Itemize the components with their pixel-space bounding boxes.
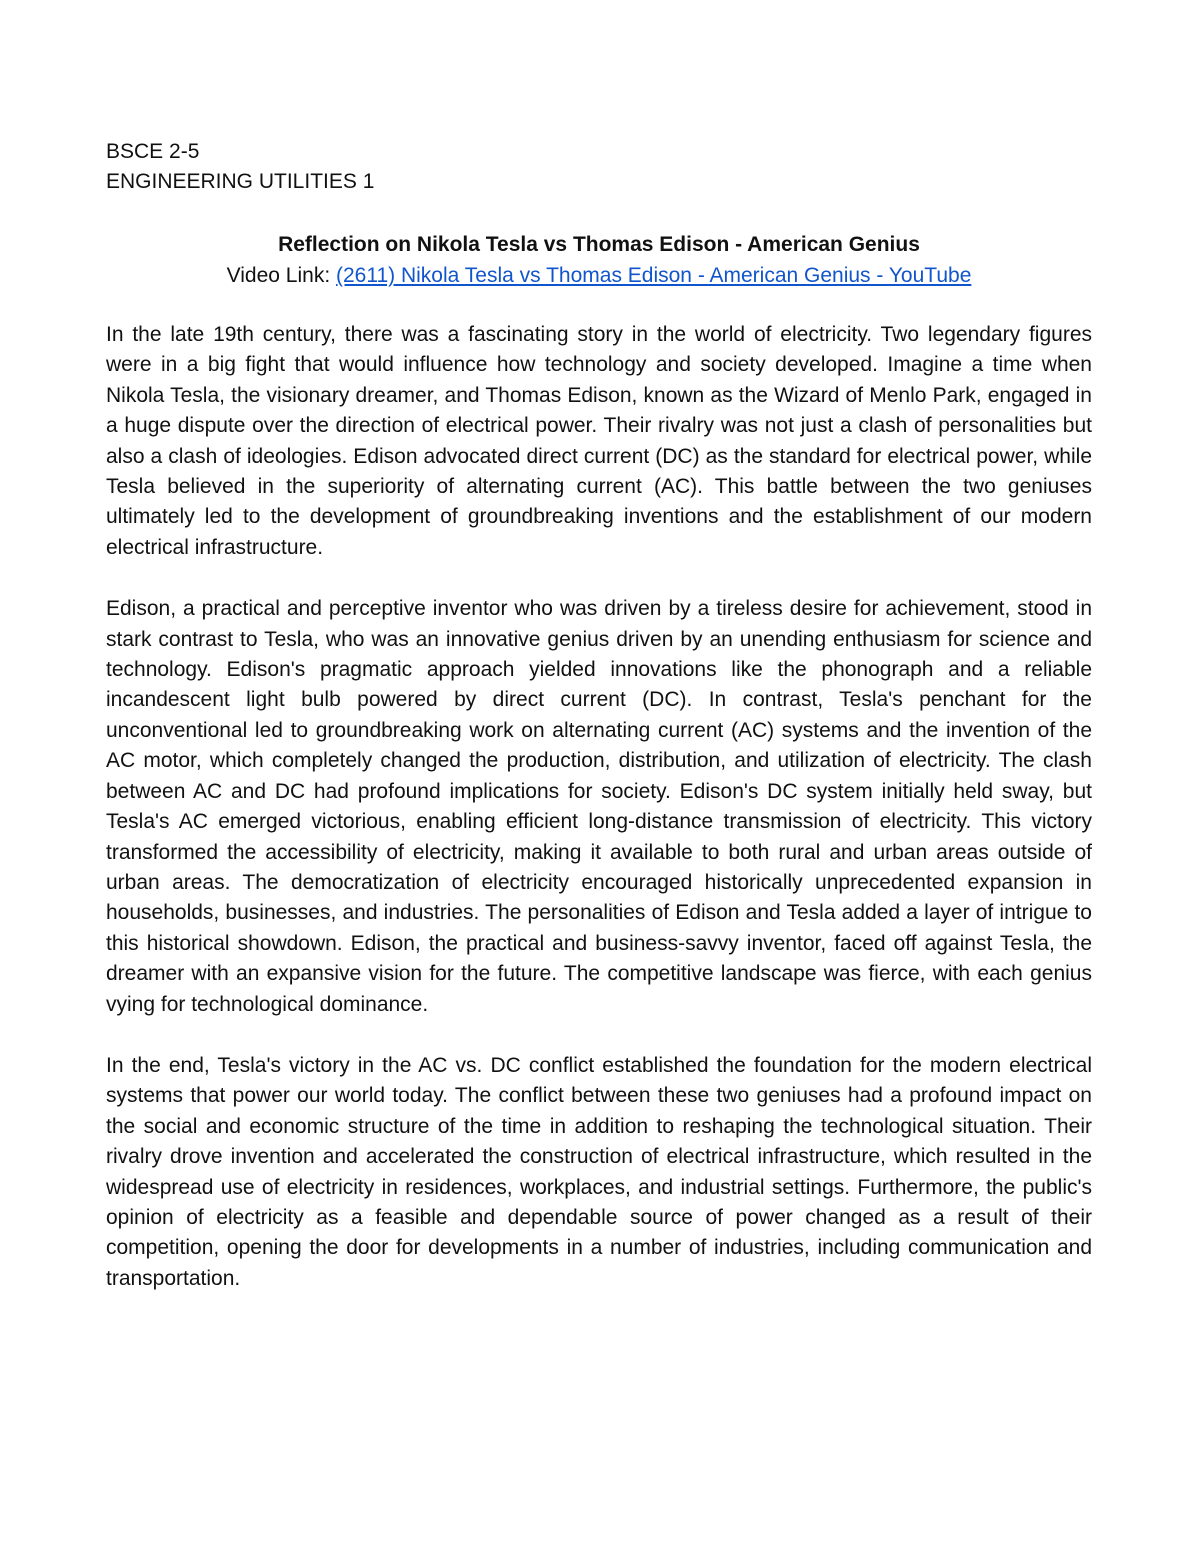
course-code: BSCE 2-5 xyxy=(106,140,200,163)
video-link-line xyxy=(106,261,1092,291)
video-link-label: Video Link: xyxy=(226,264,336,287)
title-block xyxy=(106,229,1092,291)
video-link[interactable]: (2611) Nikola Tesla vs Thomas Edison - American Genius - YouTube xyxy=(335,264,972,287)
paragraph-conclusion: In the end, Tesla's victory in the AC vs. DC conflict established the foundation for the modern electrical systems that power our world today. The conflict between these two geniuses had a profound impact on the social and economic structure of the time in addition to reshaping the technological situation. Their rivalry drove invention and accelerated the construction of electrical infrastructure, which resulted in the widespread use of electricity in residences, workplaces, and industrial settings. Furthermore, the public's opinion of electricity as a feasible and dependable source of power changed as a result of their competition, opening the door for developments in a number of industries, including communication and transportation. xyxy=(106,1053,1092,1290)
document-title: Reflection on Nikola Tesla vs Thomas Edison - American Genius xyxy=(278,233,920,256)
subject-name: ENGINEERING UTILITIES 1 xyxy=(106,170,375,193)
paragraph-intro: In the late 19th century, there was a fascinating story in the world of electricity. Two legendary figures were in a big fight that would influence how technology and society developed. Imagine a time when Nikola Tesla, the visionary dreamer, and Thomas Edison, known as the Wizard of Menlo Park, engaged in a huge dispute over the direction of electrical power. Their rivalry was not just a clash of personalities but also a clash of ideologies. Edison advocated direct current (DC) as the standard for electrical power, while Tesla believed in the superiority of alternating current (AC). This battle between the two geniuses ultimately led to the development of groundbreaking inventions and the establishment of our modern electrical infrastructure. xyxy=(106,323,1092,559)
paragraph-contrast: Edison, a practical and perceptive inventor who was driven by a tireless desire for achievement, stood in stark contrast to Tesla, who was an innovative genius driven by an unending enthusiasm for science and technology. Edison's pragmatic approach yielded innovations like the phonograph and a reliable incandescent light bulb powered by direct current (DC). In contrast, Tesla's penchant for the unconventional led to groundbreaking work on alternating current (AC) systems and the invention of the AC motor, which completely changed the production, distribution, and utilization of electricity. The clash between AC and DC had profound implications for society. Edison's DC system initially held sway, but Tesla's AC emerged victorious, enabling efficient long-distance transmission of electricity. This victory transformed the accessibility of electricity, making it available to both rural and urban areas outside of urban areas. The democratization of electricity encouraged historically unprecedented expansion in households, businesses, and industries. The personalities of Edison and Tesla added a layer of intrigue to this historical showdown. Edison, the practical and business-savvy inventor, faced off against Tesla, the dreamer with an expansive vision for the future. The competitive landscape was fierce, with each genius vying for technological dominance. xyxy=(106,597,1092,1016)
